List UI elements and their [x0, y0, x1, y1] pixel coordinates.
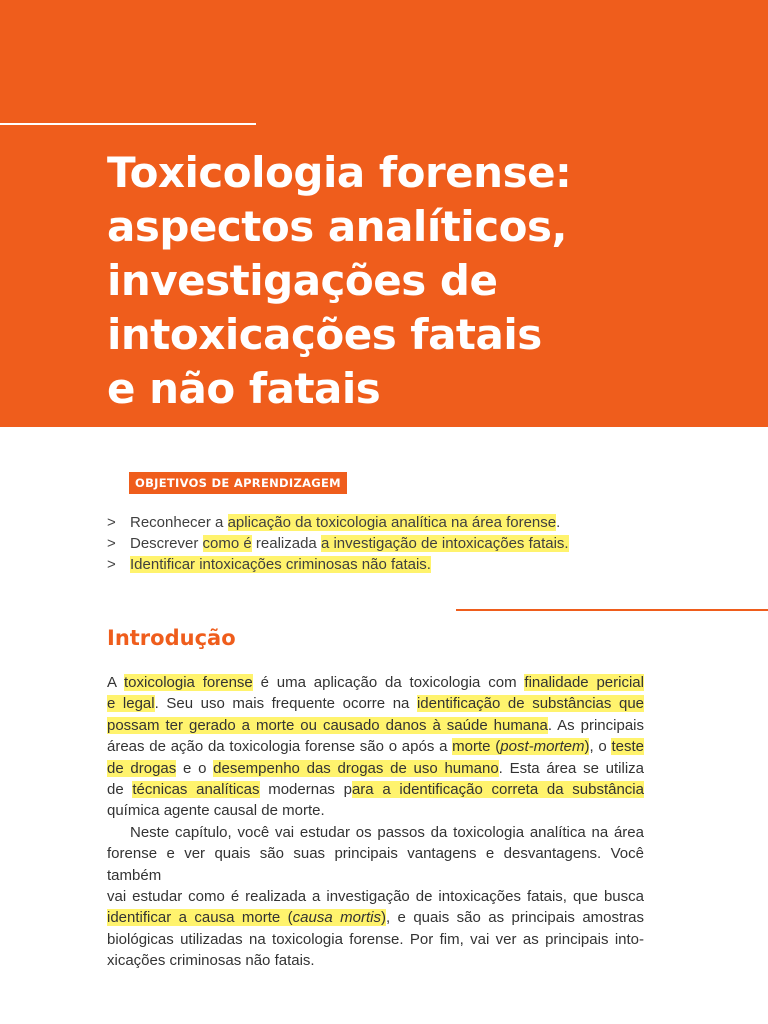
section-heading: Introdução — [107, 626, 236, 650]
paragraph-line — [107, 715, 644, 736]
highlighted-text: toxicologia forense — [124, 674, 253, 691]
objective-item — [107, 533, 667, 554]
highlighted-text: aplicação da toxicologia analítica na área forense — [227, 514, 557, 531]
chapter-header-band — [0, 0, 768, 427]
paragraph-line — [107, 800, 644, 821]
highlighted-text: e legal — [107, 695, 155, 713]
chapter-title-line: investigações de — [107, 256, 498, 305]
objective-text: realizada — [251, 535, 321, 552]
highlighted-text: desempenho das drogas de uso humano — [213, 759, 499, 777]
chapter-title-line: intoxicações fatais — [107, 310, 542, 359]
text-run: é uma aplicação da toxicologia com — [252, 674, 525, 691]
header-divider — [0, 123, 256, 125]
bullet-marker: > — [107, 514, 116, 531]
objective-text: . — [556, 514, 561, 531]
highlighted-text: a investigação de intoxicações fatais. — [320, 535, 569, 552]
highlighted-text: identificação de substâncias que — [416, 695, 645, 713]
paragraph-line: Neste capítulo, você vai estudar os passos da toxicologia analítica na área — [130, 823, 644, 841]
paragraph-line: biológicas utilizadas na toxicologia forense. Por fim, vai ver as principais into- — [107, 930, 644, 948]
highlighted-text: identificar a causa morte ( — [107, 909, 293, 927]
paragraph-line — [107, 779, 644, 800]
highlighted-text: finalidade pericial — [524, 674, 644, 691]
paragraph-line: xicações criminosas não fatais. — [107, 952, 315, 970]
text-run: , e quais são as principais amostras — [385, 909, 645, 927]
highlighted-text: técnicas analíticas — [132, 781, 260, 799]
bullet-marker: > — [107, 556, 116, 573]
highlighted-text: como é — [202, 535, 252, 552]
highlighted-text: teste — [611, 738, 644, 756]
highlighted-text: post-mortem — [500, 738, 585, 756]
chapter-title-line: Toxicologia forense: — [107, 148, 572, 197]
text-run: química agente causal de morte. — [107, 802, 325, 820]
bullet-marker: > — [107, 535, 116, 552]
highlighted-text: ara a identificação correta da substância — [351, 781, 644, 799]
paragraph-line: forense e ver quais são suas principais vantagens e desvantagens. Você também — [107, 845, 644, 884]
paragraph-line — [107, 736, 644, 757]
chapter-title-line: e não fatais — [107, 364, 381, 413]
section-divider — [456, 609, 768, 611]
text-run: áreas de ação da toxicologia forense são o após a — [107, 738, 453, 756]
highlighted-text: causa mortis — [292, 909, 381, 927]
text-run: . Seu uso mais frequente ocorre na — [154, 695, 417, 713]
text-run: . As principais — [547, 716, 644, 734]
paragraph-line — [107, 758, 644, 779]
text-run: de — [107, 781, 133, 799]
objective-item — [107, 512, 667, 533]
text-run: modernas p — [259, 781, 352, 799]
text-run: e o — [176, 759, 214, 777]
highlighted-text: Identificar intoxicações criminosas não fatais. — [130, 556, 431, 573]
objective-text: Reconhecer a — [130, 514, 228, 531]
chapter-title-line: aspectos analíticos, — [107, 202, 567, 251]
objective-text: Descrever — [130, 535, 203, 552]
highlighted-text: possam ter gerado a morte ou causado danos à saúde humana — [107, 716, 548, 734]
objective-item — [107, 554, 667, 575]
highlighted-text: morte ( — [452, 738, 501, 756]
text-run: , o — [589, 738, 612, 756]
text-run: A — [107, 674, 125, 691]
paragraph-line — [107, 693, 644, 714]
objectives-list — [107, 512, 667, 575]
highlighted-text: ) — [380, 909, 386, 927]
objectives-badge: OBJETIVOS DE APRENDIZAGEM — [129, 472, 347, 494]
highlighted-text: de drogas — [107, 759, 177, 777]
paragraph-line — [107, 672, 644, 693]
paragraph-line — [107, 907, 644, 928]
highlighted-text: ) — [584, 738, 590, 756]
paragraph-line: vai estudar como é realizada a investigação de intoxicações fatais, que busca — [107, 888, 644, 906]
body-text — [107, 672, 644, 972]
text-run: . Esta área se utiliza — [498, 759, 644, 777]
chapter-title — [107, 146, 747, 416]
